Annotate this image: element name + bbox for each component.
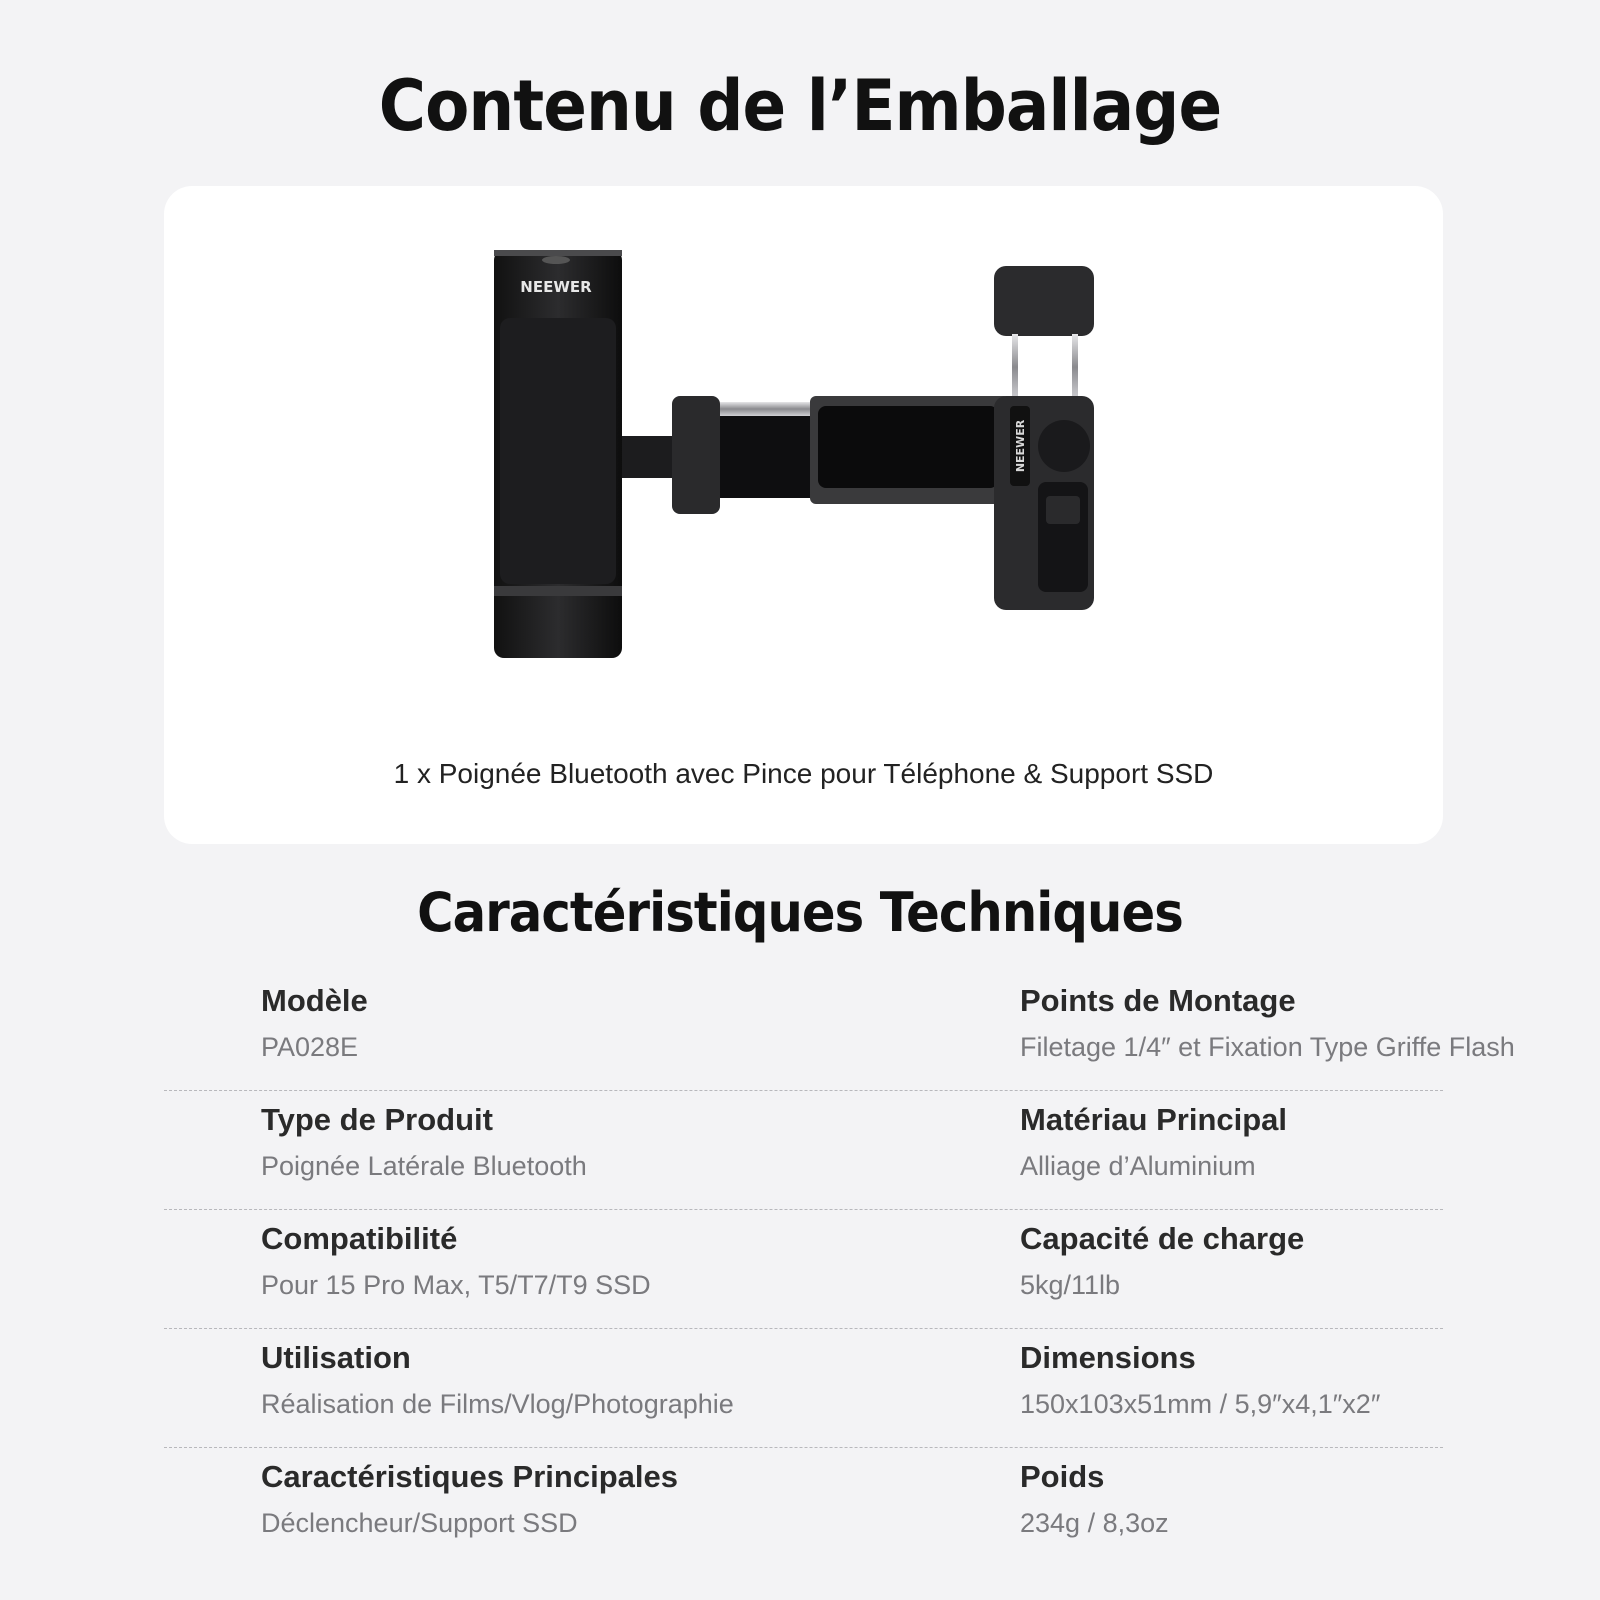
spec-label: Modèle — [261, 983, 368, 1018]
spec-label: Capacité de charge — [1020, 1221, 1305, 1256]
spec-item — [1020, 1220, 1304, 1302]
spec-label: Points de Montage — [1020, 983, 1296, 1018]
handle-grip — [494, 250, 622, 658]
spec-value: Filetage 1/4″ et Fixation Type Griffe Flash — [1020, 1032, 1515, 1062]
clamp-brand-logo: NEEWER — [1014, 419, 1027, 473]
spec-value: Déclencheur/Support SSD — [261, 1508, 578, 1538]
spec-value: 5kg/11lb — [1020, 1270, 1121, 1300]
spec-label: Compatibilité — [261, 1221, 458, 1256]
spec-row — [164, 1448, 1443, 1567]
spec-item — [1020, 1339, 1380, 1421]
spec-label: Dimensions — [1020, 1340, 1196, 1375]
brand-logo: NEEWER — [520, 278, 592, 296]
cold-shoe — [672, 396, 720, 514]
spec-label: Caractéristiques Principales — [261, 1459, 678, 1494]
spec-value: Poignée Latérale Bluetooth — [261, 1151, 587, 1181]
product-image — [484, 226, 1104, 666]
rail — [720, 402, 810, 416]
spec-value: 150x103x51mm / 5,9″x4,1″x2″ — [1020, 1389, 1381, 1419]
spec-row — [164, 1329, 1443, 1448]
spec-item — [261, 1220, 651, 1302]
spec-value: 234g / 8,3oz — [1020, 1508, 1169, 1538]
package-caption: 1 x Poignée Bluetooth avec Pince pour Téléphone & Support SSD — [393, 758, 1214, 789]
spec-label: Poids — [1020, 1459, 1105, 1494]
spec-row — [164, 1210, 1443, 1329]
package-card — [164, 186, 1443, 844]
spec-item — [261, 1101, 587, 1183]
spec-item — [261, 1458, 678, 1540]
spec-row — [164, 1091, 1443, 1210]
spec-row — [164, 972, 1515, 1091]
specs-title: Caractéristiques Techniques — [417, 881, 1183, 944]
spec-value: Réalisation de Films/Vlog/Photographie — [261, 1389, 734, 1419]
spec-item — [1020, 982, 1515, 1064]
spec-label: Utilisation — [261, 1340, 411, 1375]
spec-item — [261, 982, 368, 1064]
spec-label: Matériau Principal — [1020, 1102, 1288, 1137]
spec-value: Alliage d’Aluminium — [1020, 1151, 1256, 1181]
spec-item — [1020, 1101, 1287, 1183]
spec-value: PA028E — [261, 1032, 359, 1062]
phone-clamp — [994, 266, 1094, 610]
spec-item — [261, 1339, 734, 1421]
spec-label: Type de Produit — [261, 1102, 493, 1137]
spec-value: Pour 15 Pro Max, T5/T7/T9 SSD — [261, 1270, 651, 1300]
package-title: Contenu de l’Emballage — [378, 65, 1222, 147]
specs-table — [164, 972, 1515, 1567]
spec-item — [1020, 1458, 1169, 1540]
